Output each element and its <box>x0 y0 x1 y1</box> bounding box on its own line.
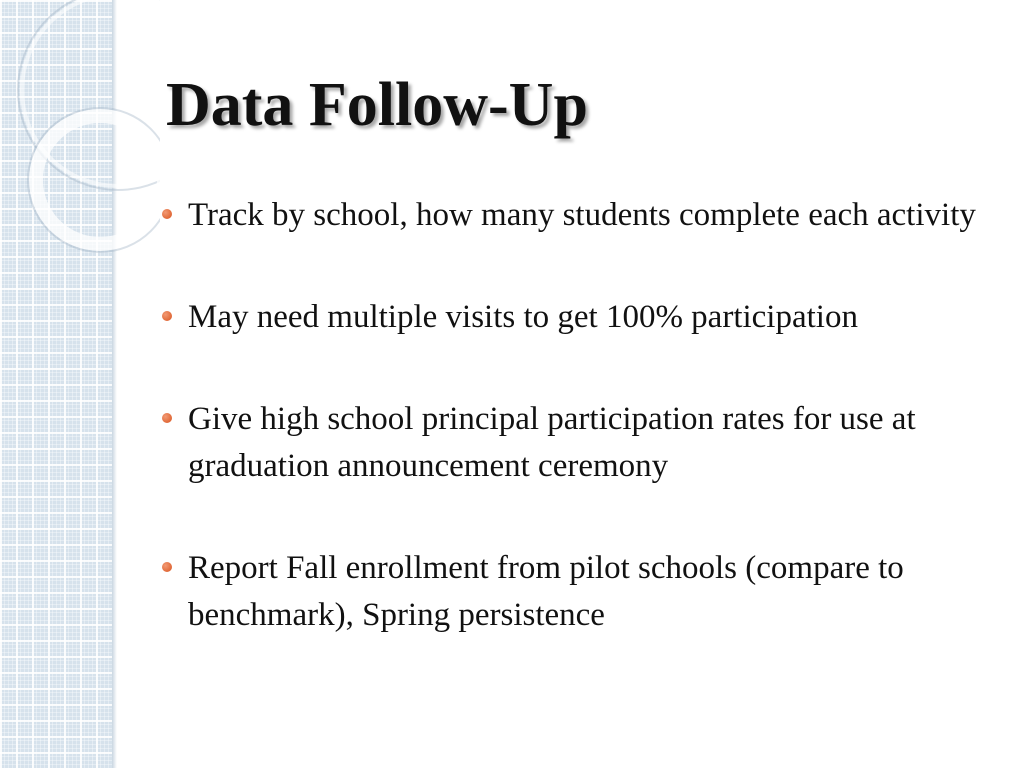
decorative-ring-small <box>36 116 160 244</box>
bullet-item <box>160 545 980 639</box>
bullet-item <box>160 192 980 239</box>
bullet-item <box>160 294 980 341</box>
decorative-rings <box>0 0 160 260</box>
bullet-marker-icon <box>162 562 172 572</box>
bullet-list <box>160 192 980 694</box>
bullet-text: Give high school principal participation rates for use at graduation announcement ceremony <box>188 401 916 484</box>
bullet-text: Track by school, how many students complete each activity <box>188 197 976 233</box>
bullet-marker-icon <box>162 311 172 321</box>
bullet-text: May need multiple visits to get 100% participation <box>188 299 858 335</box>
bullet-item <box>160 396 980 490</box>
bullet-marker-icon <box>162 413 172 423</box>
slide-title: Data Follow-Up <box>166 71 588 139</box>
bullet-marker-icon <box>162 209 172 219</box>
bullet-text: Report Fall enrollment from pilot schools (compare to benchmark), Spring persistence <box>188 550 904 633</box>
